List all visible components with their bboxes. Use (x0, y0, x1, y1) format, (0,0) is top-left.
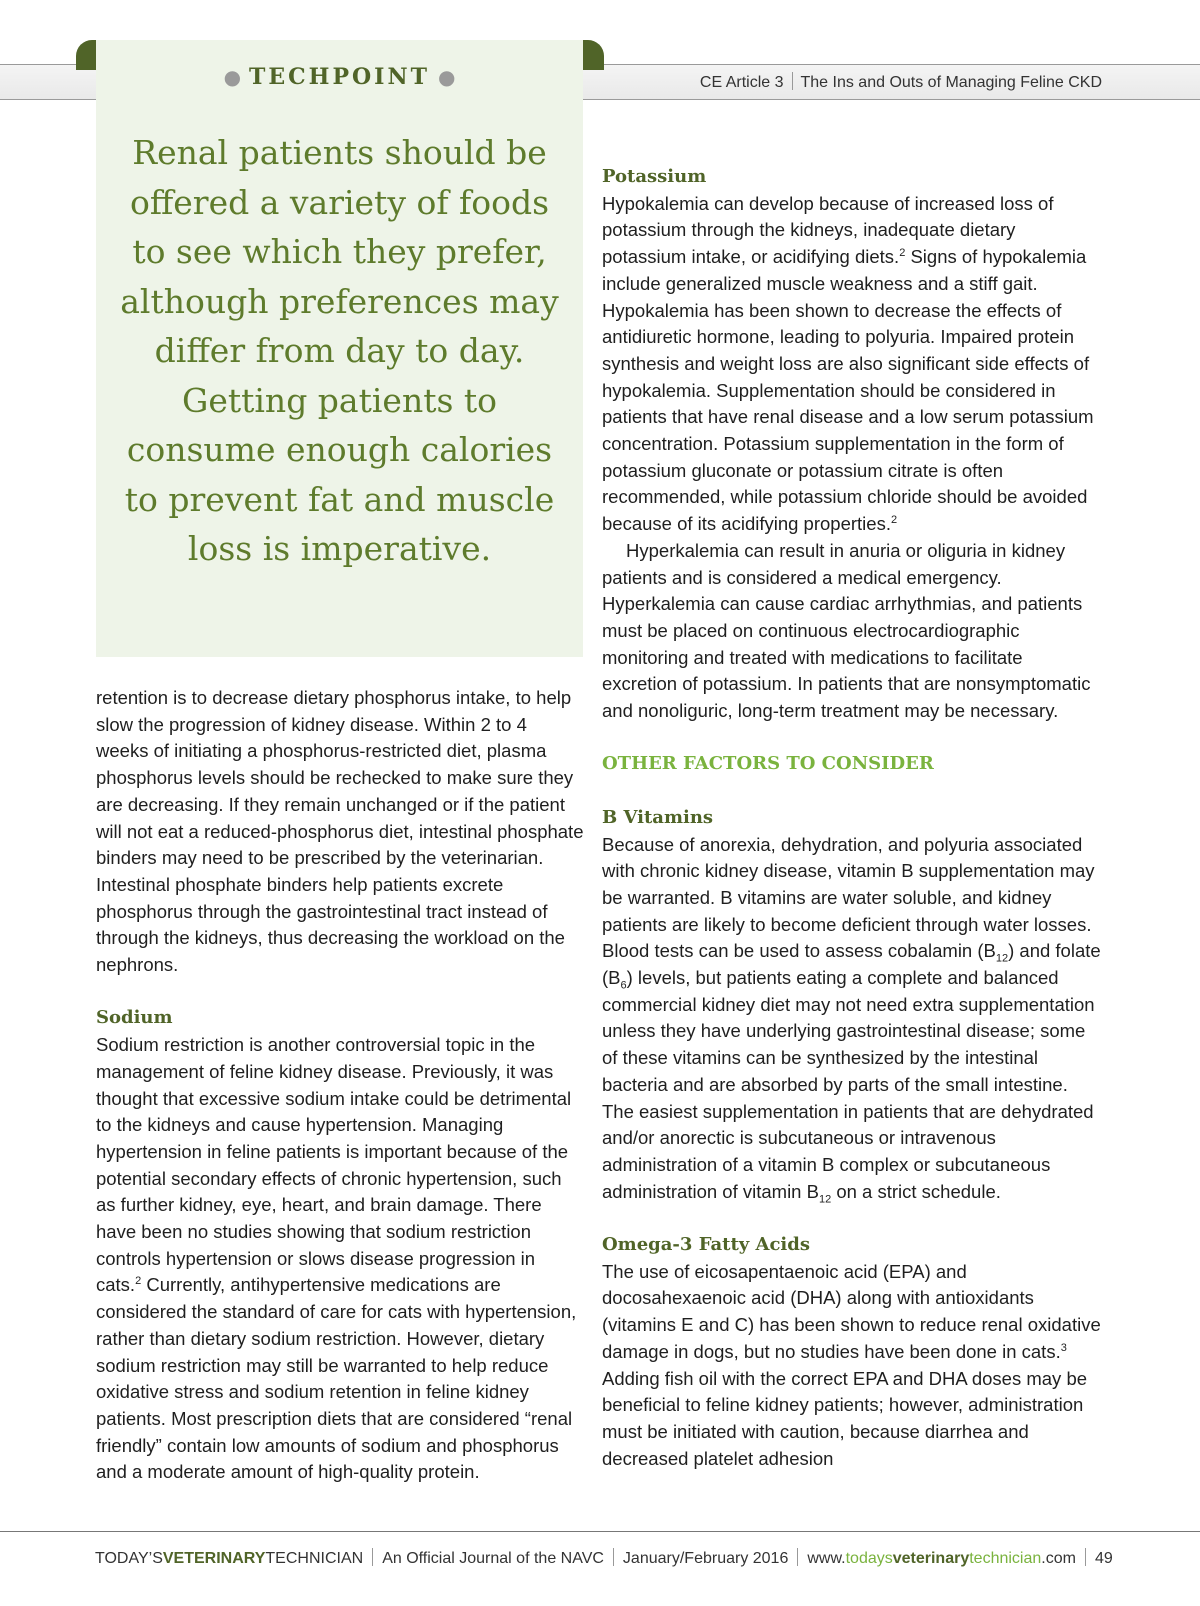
bullet-dot-icon: ● (223, 65, 242, 89)
techpoint-heading (96, 64, 583, 90)
footnote-ref: 2 (135, 1275, 142, 1288)
potassium-paragraph: Hypokalemia can develop because of increased loss of potassium through the kidneys, inadequate dietary potassium intake, or acidifying diets.$^2$ Signs of hypokalemia include generalized muscle weakness and a stiff gait. Hypokalemia has been shown to decrease the effects of antidiuretic hormone, leading to polyuria. Impaired protein synthesis and weight loss are also significant side effects of hypokalemia. Supplementation should be considered in patients that have renal disease and a low serum potassium concentration. Potassium supplementation in the form of potassium gluconate or potassium citrate is often recommended, while potassium chloride should be avoided because of its acidifying properties.$^2$ (602, 192, 1094, 535)
techpoint-quote: Renal patients should be offered a variety of foods to see which they prefer, although preferences may differ from day to day. Getting patients to consume enough calories to prevent fat and muscle loss is imperative. (120, 133, 559, 568)
page-footer (95, 1548, 1113, 1568)
issue-date: January/February 2016 (622, 1550, 789, 1567)
journal-label: An Official Journal of the NAVC (382, 1550, 604, 1567)
omega-3-heading: Omega-3 Fatty Acids (602, 1234, 810, 1256)
hyperkalemia-paragraph: Hyperkalemia can result in anuria or oliguria in kidney patients and is considered a medical emergency. Hyperkalemia can cause cardiac arrhythmias, and patients must be placed on continuous electrocardiographic monitoring and treated with medications to facilitate excretion of potassium. In patients that are nonsymptomatic and nonoliguric, long-term treatment may be necessary. (602, 539, 1091, 722)
techpoint-heading-text: TECHPOINT (249, 64, 430, 90)
b-vitamins-paragraph: Because of anorexia, dehydration, and polyuria associated with chronic kidney disease, vitamin B supplementation may be warranted. B vitamins are water soluble, and kidney patients are likely to become deficient through water losses. Blood tests can be used to assess cobalamin $(B_{12})$ and folate $(B_6)$ levels, but patients eating a complete and balanced commercial kidney diet may not need extra supplementation unless they have underlying gastrointestinal disease; some of these vitamins can be synthesized by the intestinal bacteria and are absorbed by parts of the small intestine. The easiest supplementation in patients that are dehydrated and/or anorectic is subcutaneous or intravenous administration of a vitamin B complex or subcutaneous administration of vitamin $B_{12}$ on a strict schedule. (602, 833, 1101, 1206)
page-number: 49 (1094, 1550, 1113, 1567)
footnote-ref: 2 (899, 246, 906, 259)
b-vitamins-heading: B Vitamins (602, 806, 714, 828)
footer-rule (0, 1531, 1200, 1532)
article-title: The Ins and Outs of Managing Feline CKD (800, 74, 1102, 91)
footer-divider (372, 1548, 373, 1566)
footer-divider (613, 1548, 614, 1566)
phosphorus-paragraph: retention is to decrease dietary phosphorus intake, to help slow the progression of kidney disease. Within 2 to 4 weeks of initiating a phosphorus-restricted diet, plasma phosphorus levels should be rechecked to make sure they are decreasing. If they remain unchanged or if the patient will not eat a reduced-phosphorus diet, intestinal phosphate binders may need to be prescribed by the veterinarian. Intestinal phosphate binders help patients excrete phosphorus through the gastrointestinal tract instead of through the kidneys, thus decreasing the workload on the nephrons. (96, 687, 584, 976)
article-label: CE Article 3 (699, 74, 784, 91)
bullet-dot-icon: ● (437, 65, 456, 89)
other-factors-heading: OTHER FACTORS TO CONSIDER (602, 753, 934, 775)
publication-brand: TODAY’SVETERINARYTECHNICIAN (95, 1550, 364, 1567)
sodium-heading: Sodium (96, 1007, 173, 1029)
footer-divider (797, 1548, 798, 1566)
techpoint-box (96, 40, 583, 657)
omega-3-paragraph: The use of eicosapentaenoic acid (EPA) and docosahexaenoic acid (DHA) along with antioxidants (vitamins E and C) has been shown to reduce renal oxidative damage in dogs, but no studies have been done in cats.$^3$ Adding fish oil with the correct EPA and DHA doses may be beneficial to feline kidney patients; however, administration must be initiated with caution, because diarrhea and decreased platelet adhesion (602, 1260, 1101, 1469)
website-link[interactable]: www.todaysveterinarytechnician.com (807, 1550, 1076, 1567)
left-column (96, 685, 584, 1486)
footnote-ref: 3 (1060, 1341, 1067, 1354)
running-header (700, 72, 1102, 92)
footer-divider (1085, 1548, 1086, 1566)
sodium-paragraph: Sodium restriction is another controversial topic in the management of feline kidney disease. Previously, it was thought that excessive sodium intake could be detrimental to the kidneys and cause hypertension. Managing hypertension in feline patients is important because of the potential secondary effects of chronic hypertension, such as further kidney, eye, heart, and brain damage. There have been no studies showing that sodium restriction controls hypertension or slows disease progression in cats.$^2$ Currently, antihypertensive medications are considered the standard of care for cats with hypertension, rather than dietary sodium restriction. However, dietary sodium restriction may still be warranted to help reduce oxidative stress and sodium retention in feline kidney patients. Most prescription diets that are considered “renal friendly” contain low amounts of sodium and phosphorus and a moderate amount of high-quality protein. (96, 1034, 577, 1483)
header-divider (792, 72, 793, 90)
right-column (602, 164, 1102, 1472)
footnote-ref: 2 (890, 513, 898, 526)
potassium-heading: Potassium (602, 166, 707, 187)
